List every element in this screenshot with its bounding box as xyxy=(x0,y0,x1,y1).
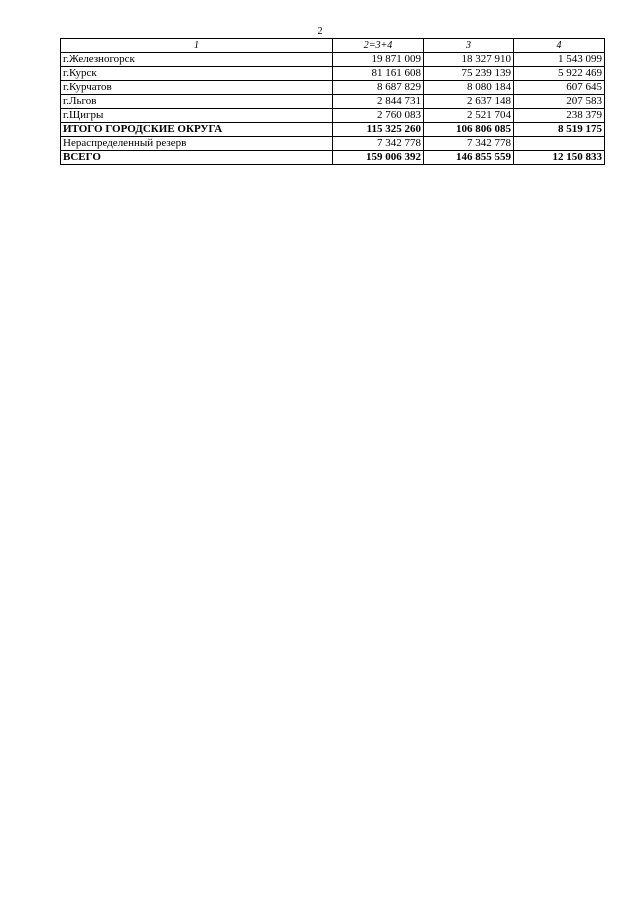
row-col4-value: 5 922 469 xyxy=(514,67,605,81)
row-col3-value: 7 342 778 xyxy=(424,137,514,151)
table-header-row xyxy=(61,39,605,53)
row-name: Нераспределенный резерв xyxy=(61,137,333,151)
row-col4-value: 8 519 175 xyxy=(514,123,605,137)
table-row xyxy=(61,95,605,109)
row-col4-value: 12 150 833 xyxy=(514,151,605,165)
row-name: г.Щигры xyxy=(61,109,333,123)
table-row xyxy=(61,137,605,151)
row-total-value: 7 342 778 xyxy=(333,137,424,151)
row-total-value: 2 760 083 xyxy=(333,109,424,123)
row-col3-value: 106 806 085 xyxy=(424,123,514,137)
budget-table xyxy=(60,38,605,165)
page-number: 2 xyxy=(317,26,323,37)
table-row xyxy=(61,81,605,95)
row-name: г.Курчатов xyxy=(61,81,333,95)
row-name: г.Курск xyxy=(61,67,333,81)
row-total-value: 115 325 260 xyxy=(333,123,424,137)
table-row xyxy=(61,53,605,67)
header-col-1: 1 xyxy=(61,39,333,53)
row-col3-value: 2 637 148 xyxy=(424,95,514,109)
row-col4-value: 1 543 099 xyxy=(514,53,605,67)
row-col3-value: 8 080 184 xyxy=(424,81,514,95)
row-name: ИТОГО ГОРОДСКИЕ ОКРУГА xyxy=(61,123,333,137)
row-col3-value: 75 239 139 xyxy=(424,67,514,81)
row-name: г.Железногорск xyxy=(61,53,333,67)
row-col4-value xyxy=(514,137,605,151)
table-row xyxy=(61,123,605,137)
row-total-value: 19 871 009 xyxy=(333,53,424,67)
row-col3-value: 2 521 704 xyxy=(424,109,514,123)
row-total-value: 159 006 392 xyxy=(333,151,424,165)
table-row xyxy=(61,151,605,165)
row-name: ВСЕГО xyxy=(61,151,333,165)
row-col3-value: 146 855 559 xyxy=(424,151,514,165)
row-total-value: 2 844 731 xyxy=(333,95,424,109)
table-row xyxy=(61,67,605,81)
row-col4-value: 607 645 xyxy=(514,81,605,95)
header-col-3: 3 xyxy=(424,39,514,53)
row-col4-value: 238 379 xyxy=(514,109,605,123)
row-col3-value: 18 327 910 xyxy=(424,53,514,67)
row-col4-value: 207 583 xyxy=(514,95,605,109)
row-total-value: 8 687 829 xyxy=(333,81,424,95)
row-total-value: 81 161 608 xyxy=(333,67,424,81)
row-name: г.Льгов xyxy=(61,95,333,109)
header-col-2: 2=3+4 xyxy=(333,39,424,53)
table-row xyxy=(61,109,605,123)
table-body xyxy=(61,53,605,165)
header-col-4: 4 xyxy=(514,39,605,53)
